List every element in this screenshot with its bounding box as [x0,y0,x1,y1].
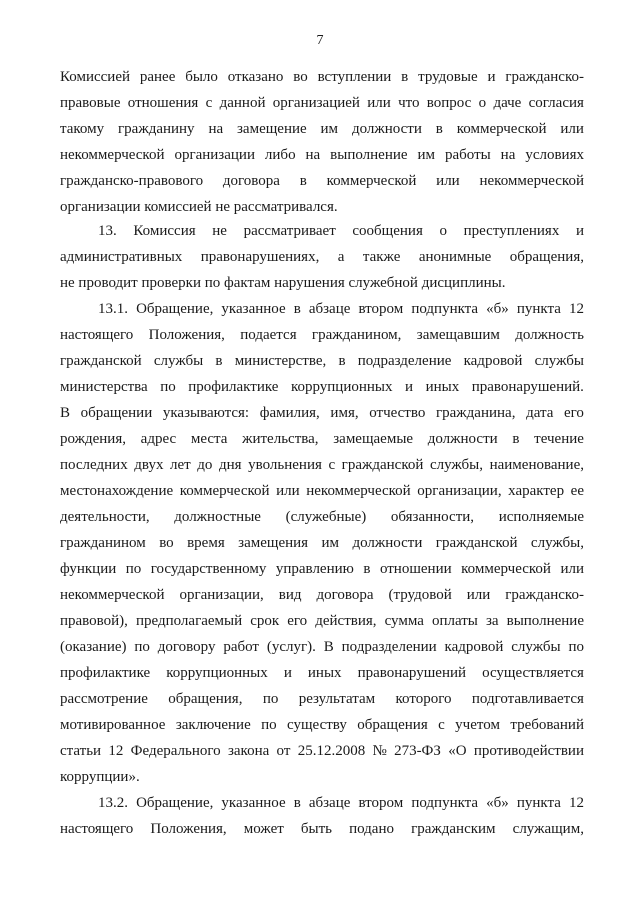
word: было [185,69,218,85]
text-line [60,400,584,426]
word: Положения, [150,821,227,837]
text-line [60,504,584,530]
word: или [367,95,391,111]
page-number: 7 [316,33,324,48]
word: также [362,249,401,265]
word: по [160,379,176,395]
word: до [197,457,213,473]
word: некоммерческой [479,173,584,189]
word: на [500,147,516,163]
word: ранее [139,69,176,85]
word: замещение [237,121,307,137]
word: организацией [272,95,360,111]
word: абзаце [308,301,351,317]
word: по [134,639,150,655]
word: замещавшим [416,327,500,343]
word: договору [157,639,216,655]
word: лет [170,457,191,473]
word: гражданской [435,535,518,551]
text-line [60,296,584,322]
word: профилактике [188,379,279,395]
word: министерства [60,379,148,395]
word: рассматривает [243,223,336,239]
word: Комиссия [133,223,196,239]
text-line [60,686,584,712]
text-line [60,582,584,608]
word: его [287,613,308,629]
word: выполнение [330,147,408,163]
word: наименование, [489,457,584,473]
word: правонарушений. [471,379,584,395]
word: от [276,743,291,759]
word: анонимные [418,249,492,265]
word: коммерческой [179,483,270,499]
text-line [60,374,584,400]
word: в [293,795,301,811]
paragraph-13-1 [60,296,584,790]
word: подготавливается [471,691,584,707]
word: службы [534,353,584,369]
word: местонахождение [60,483,174,499]
text-line [60,218,584,244]
word: оплаты [431,613,478,629]
word: по [261,717,277,733]
word: условиях [525,147,584,163]
word: отношении [379,561,452,577]
word: фамилия, [259,405,320,421]
word: в [512,431,520,447]
word: деятельности, [60,509,150,525]
word: трудовые [418,69,478,85]
word: время [187,535,225,551]
word: гражданско-правового [60,173,204,189]
text-line [60,634,584,660]
word: абзаце [308,795,351,811]
word: в [299,173,307,189]
word: может [243,821,284,837]
word: Федерального [130,743,221,759]
word: гражданско- [505,587,584,603]
text-line [60,816,584,842]
word: им [320,121,339,137]
word: вопрос [426,95,472,111]
word: существу [287,717,347,733]
word: на [305,147,321,163]
word: должность [515,327,584,343]
word: коррупционных [290,379,393,395]
word: его [564,405,584,421]
word: службы [511,639,561,655]
word: В [60,405,71,421]
word: и [575,223,584,239]
word: вступлении [317,69,392,85]
word: мотивированное [60,717,166,733]
word: что [398,95,420,111]
word: двух [134,457,164,473]
word: правовой), [60,613,128,629]
text-line [60,142,584,168]
word: последних [60,457,128,473]
word: в [435,121,443,137]
word: указанное [221,795,286,811]
word: организации, [179,587,264,603]
word: или [560,561,584,577]
word: гражданином [60,535,146,551]
text-line [60,348,584,374]
word: в [363,561,371,577]
paragraph-13 [60,218,584,296]
word: (служебные) [285,509,367,525]
word: либо [264,147,296,163]
text-line [60,64,584,90]
word: подразделении [341,639,437,655]
word: статьи [60,743,102,759]
word: гражданским [411,821,496,837]
word: втором [358,795,404,811]
word: службы, [530,535,584,551]
word: в [338,353,346,369]
word: по [568,639,584,655]
word: «б» [486,301,509,317]
word: правонарушений [357,665,467,681]
word: Положения, [148,327,225,343]
word: пункта [516,795,561,811]
text-line [60,244,584,270]
word: государственному [150,561,267,577]
word: во [293,69,308,85]
word: 25.12.2008 [297,743,366,759]
word: заключение [175,717,251,733]
text-line [60,712,584,738]
word: ее [570,483,584,499]
word: отказано [227,69,284,85]
word: осуществляется [482,665,584,681]
word: иных [425,379,460,395]
word: работы [444,147,491,163]
word: службы [153,353,204,369]
word: за [485,613,499,629]
word: по [125,561,142,577]
word: гражданина, [435,405,516,421]
word: 12 [568,301,584,317]
word: согласия [528,95,584,111]
word: отчество [369,405,426,421]
word: должностные [174,509,261,525]
text-line [60,116,584,142]
text-line [60,452,584,478]
word: а [337,249,345,265]
text-line: не проводит проверки по фактам нарушения служебной дисциплины. [60,275,506,291]
word: коммерческой [326,173,417,189]
word: действия, [315,613,377,629]
word: коммерческой [456,121,547,137]
word: кадровой [463,353,523,369]
word: коммерческой [461,561,551,577]
word: 13.1. [98,301,128,317]
paragraph-1 [60,64,584,220]
word: замещения [238,535,309,551]
word: и [487,69,496,85]
word: «б» [486,795,509,811]
text-line [60,322,584,348]
word: втором [358,301,404,317]
word: выполнение [506,613,584,629]
word: гражданином, [311,327,402,343]
text-line [60,660,584,686]
word: пункта [516,301,561,317]
text-line: организации комиссией не рассматривался. [60,199,338,215]
word: обращения [357,717,428,733]
word: о [478,95,487,111]
word: во [159,535,174,551]
word: некоммерческой [306,483,411,499]
word: течение [534,431,584,447]
word: (трудовой [388,587,452,603]
word: должности [351,121,422,137]
word: профилактике [60,665,151,681]
word: рождения, [60,431,126,447]
word: 273-ФЗ [394,743,441,759]
word: обращения, [168,691,243,707]
word: в [293,301,301,317]
word: противодействии [473,743,584,759]
word: в [215,353,223,369]
word: обращении [80,405,153,421]
text-line [60,530,584,556]
word: организации [174,147,255,163]
word: срок [250,613,280,629]
text-line [60,478,584,504]
paragraph-13-2 [60,790,584,842]
word: в [401,69,409,85]
word: отношения [127,95,199,111]
word: быть [300,821,332,837]
word: с [205,95,213,111]
word: или [276,483,300,499]
word: такому [60,121,105,137]
word: и [405,379,414,395]
word: с [438,717,445,733]
word: закона [227,743,270,759]
word: сообщения [352,223,423,239]
word: настоящего [60,821,134,837]
word: дня [219,457,242,473]
word: 13. [98,223,117,239]
word: вид [278,587,302,603]
word: некоммерческой [60,147,165,163]
word: исполняемые [498,509,584,525]
word: (услуг). [266,639,316,655]
word: функции [60,561,117,577]
word: работ [223,639,259,655]
text-line: коррупции». [60,769,140,785]
word: замещаемые [333,431,414,447]
word: коррупционных [166,665,268,681]
word: настоящего [60,327,134,343]
word: на [208,121,224,137]
word: требований [510,717,584,733]
word: подразделение [357,353,452,369]
word: указанное [221,301,286,317]
word: жительства, [242,431,319,447]
word: гражданско- [505,69,584,85]
word: результатам [298,691,376,707]
word: сумма [384,613,424,629]
word: административных [60,249,183,265]
text-line [60,90,584,116]
word: гражданской [60,353,142,369]
word: которого [395,691,452,707]
word: гражданской [341,457,424,473]
word: или [466,587,491,603]
text-line [60,738,584,764]
text-line [60,168,584,194]
word: правонарушениях, [200,249,320,265]
word: подано [349,821,394,837]
word: указываются: [162,405,250,421]
word: В [323,639,334,655]
word: по [262,691,279,707]
word: обязанности, [390,509,475,525]
word: предполагаемый [135,613,243,629]
word: о [439,223,447,239]
word: адрес [140,431,177,447]
word: министерстве, [234,353,327,369]
word: правовые [60,95,121,111]
word: № [372,743,387,759]
word: кадровой [444,639,504,655]
word: рассмотрение [60,691,148,707]
word: 13.2. [98,795,128,811]
word: (оказание) [60,639,127,655]
word: или [436,173,460,189]
word: увольнения [248,457,322,473]
word: служащим, [512,821,584,837]
word: им [321,535,340,551]
text-line [60,426,584,452]
word: службы, [429,457,484,473]
word: места [190,431,228,447]
word: должности [352,535,423,551]
word: данной [219,95,266,111]
text-line [60,790,584,816]
word: преступлениях [463,223,560,239]
word: 12 [568,795,584,811]
word: «О [448,743,467,759]
text-line [60,556,584,582]
word: подпункта [411,795,479,811]
word: договора [316,587,374,603]
word: или [560,121,584,137]
word: и [283,665,292,681]
word: даче [493,95,522,111]
word: Обращение, [136,301,214,317]
word: Обращение, [136,795,214,811]
word: имя, [330,405,359,421]
word: подпункта [411,301,479,317]
word: договора [222,173,280,189]
text-line [60,608,584,634]
word: дата [526,405,554,421]
word: 12 [108,743,124,759]
word: обращения, [509,249,584,265]
word: им [417,147,436,163]
word: иных [307,665,342,681]
word: характер [508,483,565,499]
word: не [212,223,227,239]
word: должности [427,431,498,447]
word: с [328,457,336,473]
word: Комиссией [60,69,131,85]
word: некоммерческой [60,587,165,603]
word: организации, [417,483,502,499]
word: управлению [275,561,354,577]
word: подается [240,327,297,343]
word: учетом [455,717,500,733]
word: гражданину [118,121,195,137]
